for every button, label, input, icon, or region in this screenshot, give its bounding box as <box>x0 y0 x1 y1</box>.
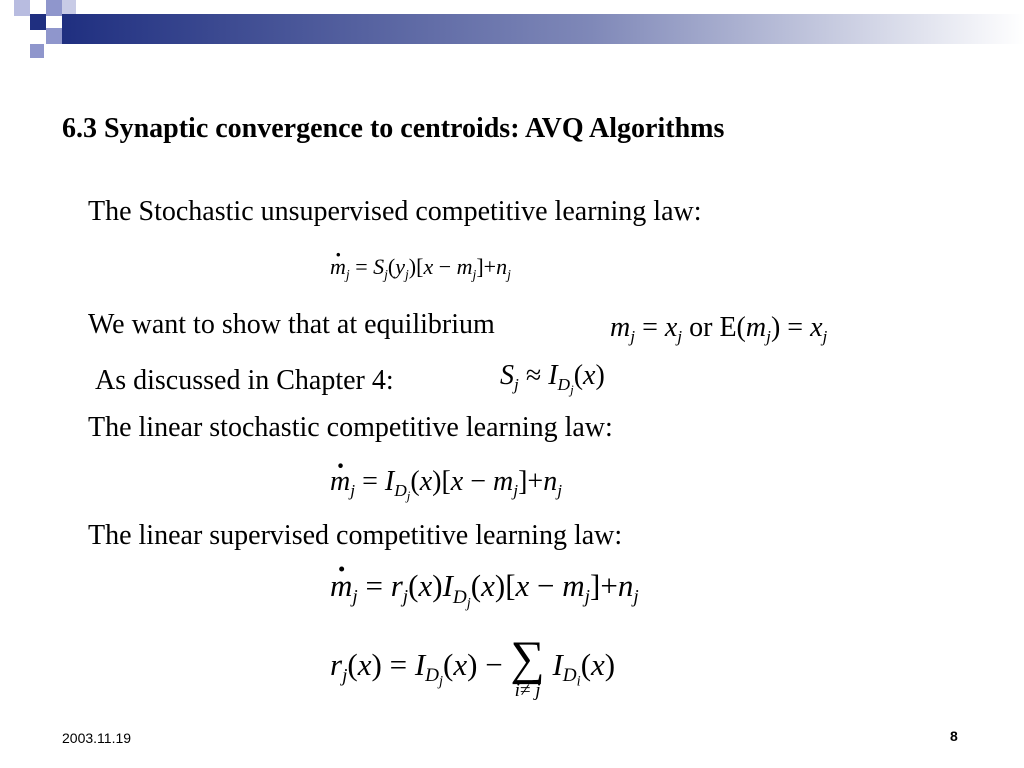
equation-chapter4: $S_j \approx I_{D_j}(x)$ <box>500 360 605 397</box>
page-number: 8 <box>950 728 958 744</box>
text-equilibrium: We want to show that at equilibrium <box>88 309 495 340</box>
equation-rj-definition: $r_j(x) = I_{D_j}(x)$ − ∑ i≠ j $I_{D_i}(x)$ <box>330 632 616 702</box>
text-stochastic-unsupervised: The Stochastic unsupervised competitive learning law: <box>88 196 702 227</box>
header-decoration <box>0 0 1024 62</box>
footer-date: 2003.11.19 <box>62 730 132 746</box>
text-chapter4: As discussed in Chapter 4: <box>95 365 394 396</box>
equation-linear-supervised: · $m_j = r_j(x)I_{D_j}(x)[x - m_j]+n_j$ <box>330 568 639 604</box>
slide-title: 6.3 Synaptic convergence to centroids: AVQ Algorithms <box>62 113 725 144</box>
equation-stochastic-unsupervised: · $m_j = S_j(y_j)[x - m_j]+n_j$ <box>330 254 511 280</box>
text-linear-supervised: The linear supervised competitive learning law: <box>88 520 623 551</box>
summation-symbol: ∑ i≠ j <box>510 632 545 702</box>
equilibrium-or: or <box>689 312 713 343</box>
equation-linear-stochastic: · $m_j = I_{D_j}(x)[x - m_j]+n_j$ <box>330 466 562 498</box>
text-linear-stochastic: The linear stochastic competitive learning law: <box>88 412 613 443</box>
equation-equilibrium: $m_j = x_j$ or $E(m_j) = x_j$ <box>610 312 828 347</box>
